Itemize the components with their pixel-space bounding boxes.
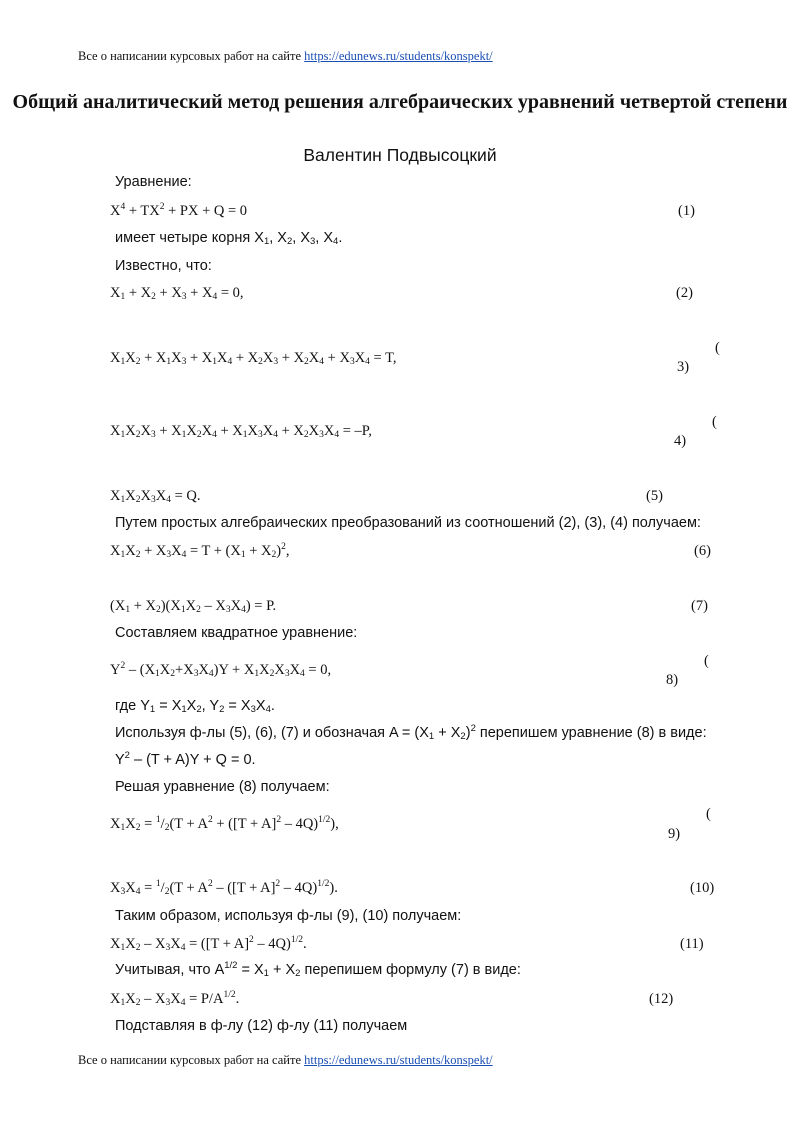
paragraph-3: Известно, что: <box>115 258 212 274</box>
paragraph-8: $Y^2 - (T + A)Y + Q = 0$. <box>115 750 256 768</box>
formula-4: $X_1X_2X_3 + X_1X_2X_4 + X_1X_3X_4 + X_2X_3X_4 = -P$, <box>110 423 372 440</box>
formula-7: $(X_1 + X_2)(X_1X_2 - X_3X_4) = P$. <box>110 598 277 615</box>
equation-number-9: 9) <box>668 826 681 842</box>
formula-6: $X_1X_2 + X_3X_4 = T + (X_1 + X_2)^2$, <box>110 542 290 560</box>
equation-number-1: (1) <box>678 203 695 219</box>
equation-number-3-open: ( <box>715 340 720 356</box>
equation-number-11: (11) <box>680 936 704 952</box>
formula-1: $X^4 + TX^2$ + PX + Q = 0 <box>110 202 248 219</box>
document-title: Общий аналитический метод решения алгебраических уравнений четвертой степени <box>12 91 788 113</box>
paragraph-5: Составляем квадратное уравнение: <box>115 625 358 641</box>
document-author: Валентин Подвысоцкий <box>303 145 497 165</box>
footer-link[interactable]: https://edunews.ru/students/konspekt/ <box>304 1053 493 1067</box>
paragraph-2: имеет четыре корня $X_1$, $X_2$, $X_3$, $X_4$. <box>115 230 343 247</box>
formula-11: $X_1X_2 - X_3X_4 = ([T + A]^2 - 4Q)^{1/2}$. <box>110 935 307 953</box>
header-text: Все о написании курсовых работ на сайте <box>78 49 305 63</box>
equation-number-7: (7) <box>691 598 708 614</box>
equation-number-10: (10) <box>690 880 715 896</box>
paragraph-9: Решая уравнение (8) получаем: <box>115 779 330 795</box>
page-header <box>78 49 493 64</box>
formula-3: $X_1X_2 + X_1X_3 + X_1X_4 + X_2X_3 + X_2X_4 + X_3X_4 = T$, <box>110 350 397 367</box>
formula-8: $Y^2 - (X_1X_2+X_3X_4)Y + X_1X_2X_3X_4 = 0$, <box>110 661 332 679</box>
equation-number-4-open: ( <box>712 414 717 430</box>
equation-number-9-open: ( <box>706 806 711 822</box>
formula-10: $X_3X_4 = ^1/_2(T + A^2 - ([T + A]^2 - 4Q)^{1/2})$. <box>110 879 338 897</box>
paragraph-11: Учитывая, что $A^{1/2} = X_1 + X_2$ перепишем формулу (7) в виде: <box>115 960 521 979</box>
formula-9: $X_1X_2 = ^1/_2(T + A^2 + ([T + A]^2 - 4Q)^{1/2})$, <box>110 815 339 833</box>
formula-12: $X_1X_2 - X_3X_4 = P/A^{1/2}$. <box>110 990 240 1008</box>
equation-number-12: (12) <box>649 991 674 1007</box>
paragraph-10: Таким образом, используя ф-лы (9), (10) получаем: <box>115 908 462 924</box>
equation-number-3: 3) <box>677 359 690 375</box>
footer-text: Все о написании курсовых работ на сайте <box>78 1053 305 1067</box>
equation-number-2: (2) <box>676 285 693 301</box>
paragraph-6: где $Y_1 = X_1X_2$, $Y_2 = X_3X_4$. <box>115 698 275 715</box>
formula-2: $X_1 + X_2 + X_3 + X_4 = 0$, <box>110 285 244 302</box>
page-footer <box>78 1053 493 1068</box>
equation-number-8: 8) <box>666 672 679 688</box>
equation-number-6: (6) <box>694 543 711 559</box>
paragraph-12: Подставляя в ф-лу (12) ф-лу (11) получаем <box>115 1018 408 1034</box>
paragraph-7: Используя ф-лы (5), (6), (7) и обозначая $A = (X_1 + X_2)^2$ перепишем уравнение (8) в виде: <box>115 723 707 742</box>
header-link[interactable]: https://edunews.ru/students/konspekt/ <box>304 49 493 63</box>
equation-number-4: 4) <box>674 433 687 449</box>
equation-number-5: (5) <box>646 488 663 504</box>
paragraph-1: Уравнение: <box>115 174 192 190</box>
paragraph-4: Путем простых алгебраических преобразований из соотношений (2), (3), (4) получаем: <box>115 515 701 531</box>
formula-5: $X_1X_2X_3X_4 = Q$. <box>110 488 201 505</box>
equation-number-8-open: ( <box>704 653 709 669</box>
